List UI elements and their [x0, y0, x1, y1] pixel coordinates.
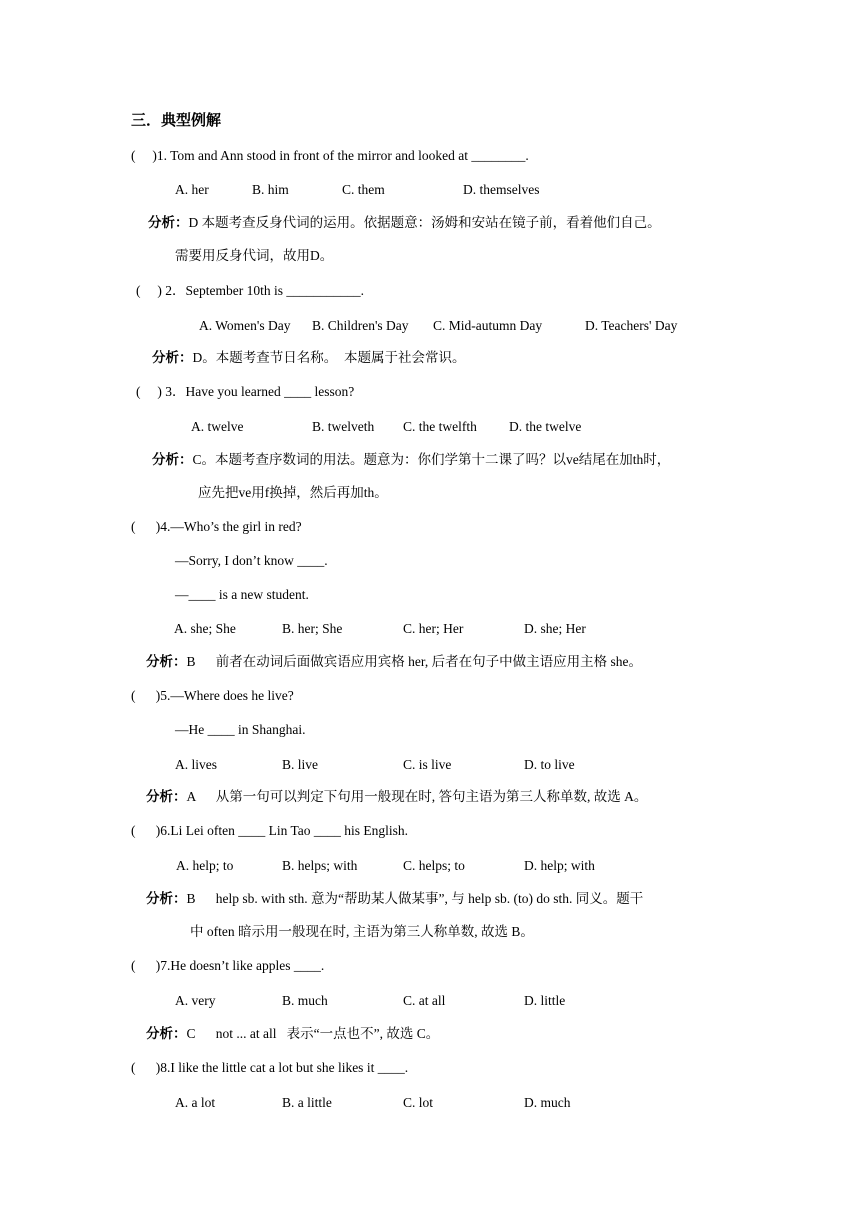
- q7-option-d: D. little: [524, 993, 566, 1008]
- q2-option-c: C. Mid-autumn Day: [433, 318, 543, 333]
- q8-option-a: A. a lot: [175, 1095, 216, 1110]
- q3-option-c: C. the twelfth: [403, 419, 477, 434]
- q1-option-b: B. him: [252, 182, 289, 197]
- q2-option-a: A. Women's Day: [199, 318, 291, 333]
- question-8: ( )8.I like the little cat a lot but she likes it ____.: [131, 1060, 409, 1075]
- question-3: ( ) 3．Have you learned ____ lesson?: [136, 384, 355, 399]
- q3-analysis-line2: 应先把ve用f换掉，然后再加th。: [198, 485, 388, 500]
- q5-analysis-line1: 分析：A 从第一句可以判定下句用一般现在时, 答句主语为第三人称单数, 故选 A。: [146, 789, 648, 804]
- q6-analysis-line1: 分析：B help sb. with sth. 意为“帮助某人做某事”, 与 help sb. (to) do sth. 同义。题干: [146, 891, 644, 906]
- q1-option-c: C. them: [342, 182, 385, 197]
- q2-option-d: D. Teachers' Day: [585, 318, 678, 333]
- q7-analysis-line1: 分析：C not ... at all 表示“一点也不”, 故选 C。: [146, 1026, 440, 1041]
- q7-option-a: A. very: [175, 993, 216, 1008]
- q5-option-a: A. lives: [175, 757, 217, 772]
- q1-option-d: D. themselves: [463, 182, 540, 197]
- q6-option-c: C. helps; to: [403, 858, 465, 873]
- q4-dialog-line1: —Sorry, I don’t know ____.: [175, 553, 328, 568]
- analysis-label: 分析：: [148, 215, 189, 230]
- q6-analysis-line2: 中 often 暗示用一般现在时, 主语为第三人称单数, 故选 B。: [190, 924, 534, 939]
- q4-analysis-line1: 分析：B 前者在动词后面做宾语应用宾格 her, 后者在句子中做主语应用主格 she。: [146, 654, 642, 669]
- q5-dialog-line1: —He ____ in Shanghai.: [175, 722, 306, 737]
- q6-option-b: B. helps; with: [282, 858, 358, 873]
- q2-option-b: B. Children's Day: [312, 318, 409, 333]
- q2-analysis-line1: 分析：D。本题考查节日名称。 本题属于社会常识。: [152, 350, 466, 365]
- question-5: ( )5.—Where does he live?: [131, 688, 294, 703]
- q7-option-c: C. at all: [403, 993, 446, 1008]
- q3-option-d: D. the twelve: [509, 419, 582, 434]
- q6-option-a: A. help; to: [176, 858, 234, 873]
- q3-option-a: A. twelve: [191, 419, 244, 434]
- q8-option-d: D. much: [524, 1095, 571, 1110]
- q5-option-d: D. to live: [524, 757, 575, 772]
- q8-option-b: B. a little: [282, 1095, 332, 1110]
- question-4: ( )4.—Who’s the girl in red?: [131, 519, 302, 534]
- q4-option-d: D. she; Her: [524, 621, 586, 636]
- question-7: ( )7.He doesn’t like apples ____.: [131, 958, 325, 973]
- q6-option-d: D. help; with: [524, 858, 595, 873]
- q5-option-c: C. is live: [403, 757, 452, 772]
- q4-option-a: A. she; She: [174, 621, 236, 636]
- q4-dialog-line2: —____ is a new student.: [175, 587, 309, 602]
- q7-option-b: B. much: [282, 993, 328, 1008]
- question-2: ( ) 2．September 10th is ___________.: [136, 283, 364, 298]
- question-1: ( )1. Tom and Ann stood in front of the mirror and looked at ________.: [131, 148, 529, 163]
- section-title: 三．典型例解: [131, 113, 222, 129]
- q1-option-a: A. her: [175, 182, 209, 197]
- q8-option-c: C. lot: [403, 1095, 434, 1110]
- q4-option-c: C. her; Her: [403, 621, 464, 636]
- q4-option-b: B. her; She: [282, 621, 343, 636]
- q5-option-b: B. live: [282, 757, 318, 772]
- q3-analysis-line1: 分析：C。本题考查序数词的用法。题意为：你们学第十二课了吗？以ve结尾在加th时，: [152, 452, 671, 467]
- question-6: ( )6.Li Lei often ____ Lin Tao ____ his English.: [131, 823, 409, 838]
- q1-analysis-line1: 分析：D 本题考查反身代词的运用。依据题意：汤姆和安站在镜子前，看着他们自己。: [148, 215, 661, 230]
- q3-option-b: B. twelveth: [312, 419, 375, 434]
- q1-analysis-line2: 需要用反身代词，故用D。: [175, 248, 334, 263]
